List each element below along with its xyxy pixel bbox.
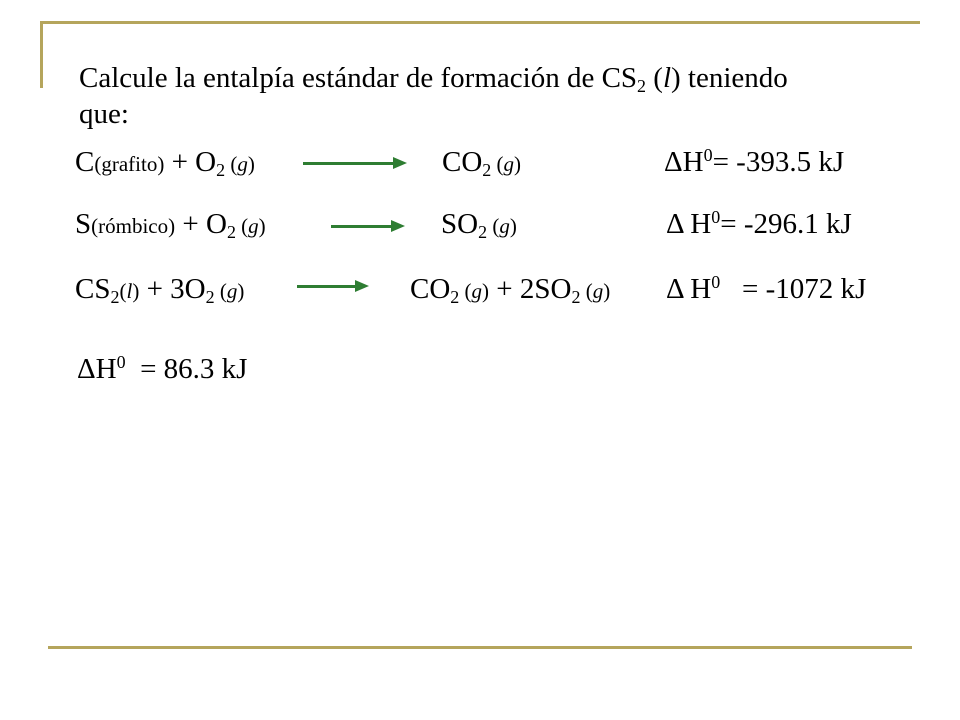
reactions-0-dh-b-text: = -393.5 kJ [712,146,845,178]
reactions-1-o2-sub-text: 2 [226,222,236,243]
title-line1-l-text: l [662,62,672,94]
reactions-2-dh-a-text: Δ H [666,273,712,305]
reactions-2-p2-sub-text: 2 [571,287,581,308]
reaction-3-products [410,273,611,308]
result-dh-a-text: ΔH [77,353,117,385]
reactions-0-p1-sub-text: 2 [482,160,492,181]
reactions-0-p1-state-a-text: ( [491,152,504,176]
formula-fragment [119,279,139,303]
reactions-1-dh-sup-text: 0 [711,207,721,228]
reactions-1-dh-a-text: Δ H [666,208,712,240]
reactions-0-dh-a-text: ΔH [664,146,704,178]
reactions-2-o2-state-b-text: ) [237,279,245,303]
reactions-1-p1-text: SO [441,208,479,240]
reactions-2-o2-state-a-text: ( [214,279,227,303]
reactions-1-p1-state-a-text: ( [487,214,500,238]
reactions-0-o2-state-g-text: g [237,152,248,176]
reactions-0-plus-text: + O [164,146,217,178]
reactions-2-r1-state-a-text: ( [119,279,127,303]
formula-fragment [215,279,245,303]
reactions-0-p1-state-g-text: g [503,152,515,176]
reactions-2-r1-state-l-text: l [126,279,133,303]
reactions-2-r1-text: CS [75,273,111,305]
reactions-2-p2-state-g-text: g [592,279,604,303]
reaction-1-enthalpy [664,145,845,178]
reactions-2-o2-state-g-text: g [226,279,238,303]
reactions-1-p1-sub-text: 2 [478,222,488,243]
reactions-2-r1-state-b-text: ) [132,279,140,303]
reactions-2-plus-text: + 3O [139,273,206,305]
reactions-2-p1-sub-text: 2 [450,287,460,308]
reactions-0-p1-text: CO [442,146,483,178]
reaction-2-products [441,208,517,243]
formula-fragment [236,214,266,238]
reactions-1-plus-text: + O [175,208,227,240]
result-dh-b-text: = 86.3 kJ [125,353,248,385]
result-enthalpy [77,352,248,385]
title-line1-a-text: Calcule la entalpía estándar de formación de CS [79,62,638,94]
title-line1-c-text: ) teniendo [671,62,788,94]
reactions-2-p1-state-a-text: ( [459,279,472,303]
reactions-0-dh-sup-text: 0 [703,145,713,166]
reactions-1-o2-state-g-text: g [248,214,259,238]
reaction-2-enthalpy [666,207,852,240]
left-rule [40,21,43,88]
reactions-1-r1-text: S [75,208,92,240]
reaction-1-products [442,146,522,181]
reactions-0-p1-state-b-text: ) [514,152,522,176]
title-line1-b-text: ( [646,62,663,94]
reactions-1-dh-b-text: = -296.1 kJ [720,208,852,240]
reactions-0-o2-state-a-text: ( [225,152,238,176]
reactions-1-o2-state-b-text: ) [258,214,266,238]
reactions-2-p2-state-b-text: ) [603,279,611,303]
reactions-2-p1-state-b-text: ) [482,279,490,303]
reactions-2-p2-state-a-text: ( [580,279,593,303]
formula-fragment [487,214,517,238]
reactions-1-p1-state-g-text: g [499,214,510,238]
top-rule [40,21,920,24]
reactions-1-o2-state-a-text: ( [235,214,249,238]
result-dh-sup-text: 0 [116,352,126,373]
reactions-2-dh-b-text: = -1072 kJ [720,273,867,305]
problem-statement-line1 [79,62,788,97]
reaction-2-reactants [75,208,266,243]
reactions-0-r1-text: C [75,146,95,178]
title-line1-sub-text: 2 [637,76,647,97]
reactions-2-p-plus-text: + 2SO [489,273,572,305]
reactions-1-p1-state-b-text: ) [509,214,517,238]
formula-fragment [491,152,521,176]
reaction-3-enthalpy [666,272,867,305]
reaction-1-reactants [75,146,255,181]
reactions-2-p1-text: CO [410,273,451,305]
reactions-0-o2-state-b-text: ) [247,152,255,176]
formula-fragment [580,279,610,303]
problem-statement-line2: que: [79,98,129,130]
formula-fragment [225,152,255,176]
formula-fragment [459,279,489,303]
reactions-0-o2-sub-text: 2 [216,160,226,181]
reactions-1-r1-state-text: (rómbico) [91,214,176,238]
reactions-2-r1-sub-text: 2 [110,287,120,308]
reactions-2-p1-state-g-text: g [471,279,483,303]
reactions-2-o2-sub-text: 2 [205,287,215,308]
reactions-2-dh-sup-text: 0 [711,272,721,293]
reactions-0-r1-state-text: (grafito) [94,152,165,176]
bottom-rule [48,646,912,649]
reaction-3-reactants [75,273,245,308]
